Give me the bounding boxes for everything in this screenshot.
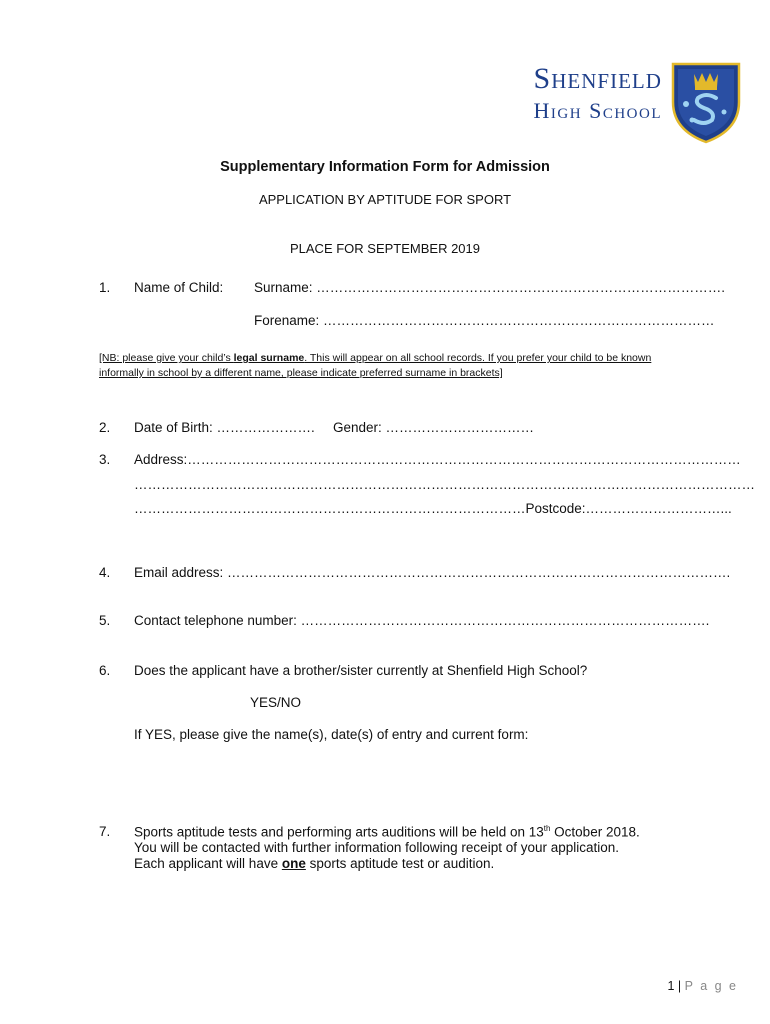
q7-line2: You will be contacted with further information following receipt of your application. [134, 840, 620, 855]
gender-field[interactable]: Gender: …………………………… [333, 420, 535, 435]
address-line2-field[interactable]: ………………………………………………………………………………………………………………………… [134, 477, 755, 492]
q6-number: 6. [99, 663, 111, 678]
q7-number: 7. [99, 824, 111, 839]
sibling-details-prompt: If YES, please give the name(s), date(s) of entry and current form: [134, 727, 529, 742]
page-word: P a g e [684, 979, 738, 993]
nb-note [99, 351, 679, 381]
q1-number: 1. [99, 280, 111, 295]
q7-line3-emphasis: one [281, 856, 306, 871]
address-postcode-field[interactable]: ……………………………………………………………………………Postcode:…………………………... [134, 501, 732, 516]
sibling-question: Does the applicant have a brother/sister currently at Shenfield High School? [134, 663, 588, 678]
logo-line-high-school: High School [533, 98, 662, 123]
yes-no-option[interactable]: YES/NO [250, 695, 302, 710]
dob-field[interactable]: Date of Birth: …………………. [134, 420, 315, 435]
school-logo-text [534, 64, 662, 122]
q2-number: 2. [99, 420, 111, 435]
q7-superscript: th [543, 824, 551, 833]
nb-bold: legal surname [233, 352, 305, 364]
q7-line1 [134, 824, 640, 840]
telephone-field[interactable]: Contact telephone number: ………………………………………………………………………………. [134, 613, 710, 628]
page-number: 1 [667, 979, 675, 993]
form-place: PLACE FOR SEPTEMBER 2019 [289, 241, 480, 256]
q5-number: 5. [99, 613, 111, 628]
q7-line3-a: Each applicant will have [134, 856, 282, 871]
q1-label: Name of Child: [134, 280, 224, 295]
surname-field[interactable]: Surname: ………………………………………………………………………………. [254, 280, 726, 295]
form-title: Supplementary Information Form for Admission [220, 159, 550, 175]
q4-number: 4. [99, 565, 111, 580]
q3-number: 3. [99, 452, 111, 467]
q7-line1-a: Sports aptitude tests and performing arts auditions will be held on 13 [134, 824, 544, 840]
school-crest-icon [670, 60, 742, 144]
footer-separator: | [674, 979, 685, 993]
q7-line1-b: October 2018. [550, 824, 640, 840]
forename-field[interactable]: Forename: …………………………………………………………………………… [254, 313, 715, 328]
form-subtitle: APPLICATION BY APTITUDE FOR SPORT [258, 192, 512, 207]
q7-line3-c: sports aptitude test or audition. [305, 856, 495, 871]
nb-part1: [NB: please give your child’s [99, 352, 234, 364]
q7-line3 [134, 856, 494, 871]
logo-line-shenfield: Shenfield [533, 62, 662, 95]
nb-part2: . This will appear on all school records. If you prefer your child to be known informally in school by a different name, please indicate preferred surname in brackets] [99, 352, 652, 379]
email-field[interactable]: Email address: …………………………………………………………………………………………………. [134, 565, 731, 580]
address-line1-field[interactable]: Address:…………………………………………………………………………………………………………… [134, 452, 741, 467]
page-footer [667, 979, 738, 993]
